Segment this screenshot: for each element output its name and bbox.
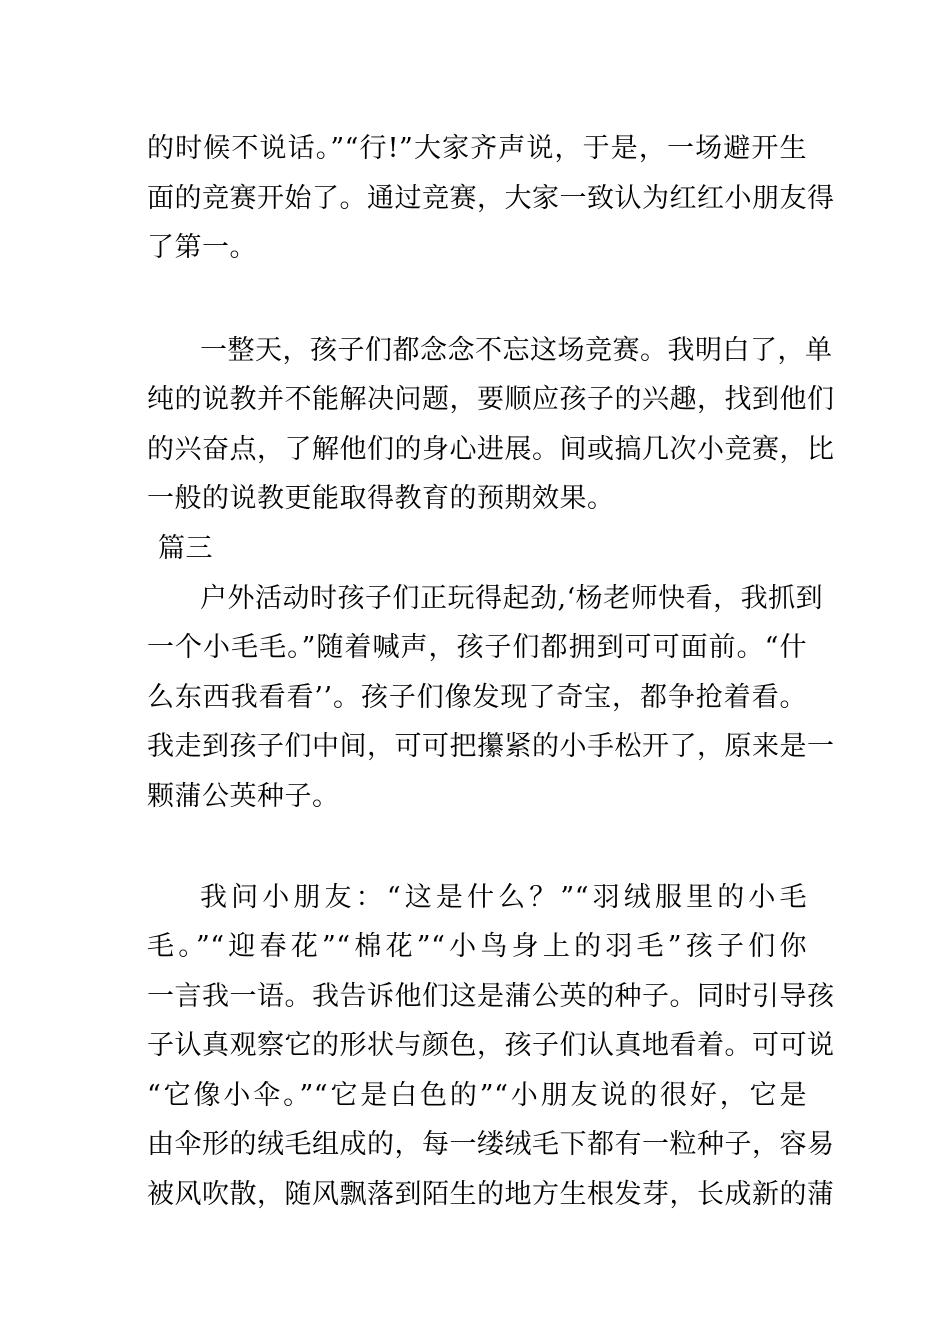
text-line: 一般的说教更能取得教育的预期效果。 <box>147 483 615 514</box>
text-line: 一言我一语。我告诉他们这是蒲公英的种子。同时引导孩 <box>147 981 835 1012</box>
text-line: 子认真观察它的形状与颜色，孩子们认真地看着。可可说 <box>147 1030 835 1061</box>
text-line: 被风吹散，随风飘落到陌生的地方生根发芽，长成新的蒲 <box>147 1179 835 1210</box>
text-line: “它像小伞。”“它是白色的”“小朋友说的很好，它是 <box>147 1080 807 1111</box>
text-line: 面的竞赛开始了。通过竞赛，大家一致认为红红小朋友得 <box>147 183 835 214</box>
text-line: 一整天，孩子们都念念不忘这场竞赛。我明白了，单 <box>200 335 833 366</box>
text-line: 我问小朋友：“这是什么？”“羽绒服里的小毛 <box>200 882 807 913</box>
text-line: 由伞形的绒毛组成的，每一缕绒毛下都有一粒种子，容易 <box>147 1129 835 1160</box>
text-line: 颗蒲公英种子。 <box>147 781 340 812</box>
text-line: 毛。”“迎春花”“棉花”“小鸟身上的羽毛”孩子们你 <box>147 931 807 962</box>
section-heading: 篇三 <box>158 533 213 564</box>
text-line: 一个小毛毛。”随着喊声，孩子们都拥到可可面前。“什 <box>147 632 807 663</box>
text-line: 的时候不说话。”“行!”大家齐声说，于是，一场避开生 <box>147 133 807 164</box>
text-line: 纯的说教并不能解决问题，要顺应孩子的兴趣，找到他们 <box>147 384 835 415</box>
text-line: 么东西我看看’’。孩子们像发现了奇宝，都争抢着看。 <box>147 682 807 713</box>
text-line: 的兴奋点，了解他们的身心进展。间或搞几次小竞赛，比 <box>147 434 835 465</box>
text-line: 户外活动时孩子们正玩得起劲,‘杨老师快看，我抓到 <box>200 583 824 614</box>
text-line: 了第一。 <box>147 232 257 263</box>
text-line: 我走到孩子们中间，可可把攥紧的小手松开了，原来是一 <box>147 731 835 762</box>
